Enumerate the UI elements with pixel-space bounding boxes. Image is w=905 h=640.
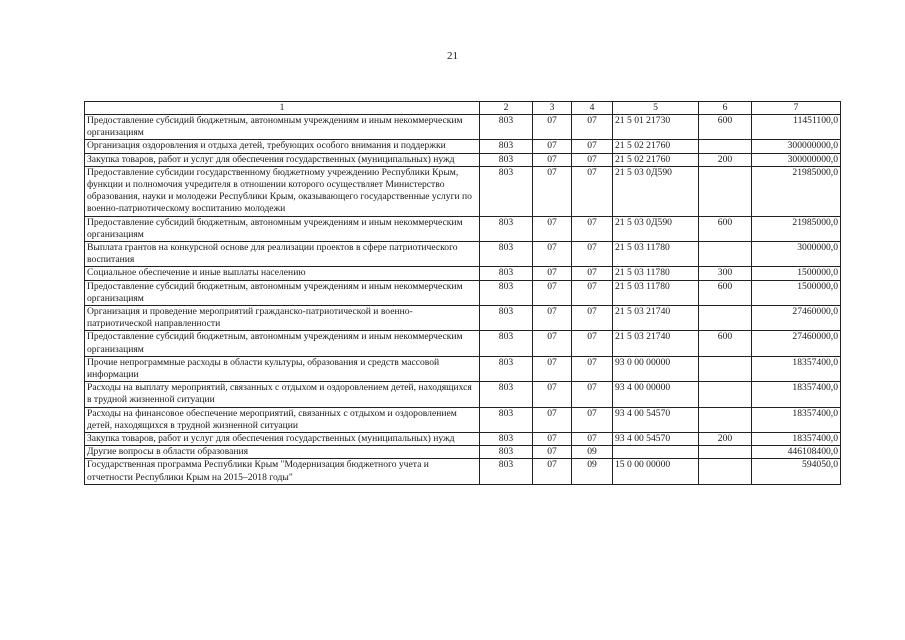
target-article-code: 21 5 03 0Д590	[613, 216, 699, 241]
column-header-5: 5	[613, 102, 699, 115]
amount: 11451100,0	[752, 115, 841, 140]
ministry-code: 803	[480, 306, 533, 331]
expense-type-code: 200	[699, 153, 752, 166]
table-header-row	[85, 102, 841, 115]
column-header-3: 3	[533, 102, 572, 115]
ministry-code: 803	[480, 267, 533, 280]
amount: 18357400,0	[752, 407, 841, 432]
target-article-code: 15 0 00 00000	[613, 459, 699, 484]
amount: 300000000,0	[752, 153, 841, 166]
subsection-code: 07	[572, 433, 613, 446]
table-row	[85, 459, 841, 484]
target-article-code: 21 5 02 21760	[613, 153, 699, 166]
table-row	[85, 280, 841, 305]
target-article-code: 93 4 00 00000	[613, 382, 699, 407]
amount: 446108400,0	[752, 446, 841, 459]
expense-type-code	[699, 166, 752, 216]
page-number: 21	[447, 50, 458, 62]
expense-name: Государственная программа Республики Крым "Модернизация бюджетного учета и отчетности Республики Крым на 2015–2018 годы"	[85, 459, 480, 484]
table-body	[85, 115, 841, 485]
amount: 18357400,0	[752, 356, 841, 381]
subsection-code: 07	[572, 267, 613, 280]
ministry-code: 803	[480, 280, 533, 305]
expense-name: Другие вопросы в области образования	[85, 446, 480, 459]
column-header-1: 1	[85, 102, 480, 115]
ministry-code: 803	[480, 356, 533, 381]
expense-type-code	[699, 446, 752, 459]
section-code: 07	[533, 242, 572, 267]
expense-name: Организация и проведение мероприятий гражданско-патриотической и военно-патриотической направленности	[85, 306, 480, 331]
amount: 21985000,0	[752, 216, 841, 241]
section-code: 07	[533, 267, 572, 280]
expense-type-code	[699, 459, 752, 484]
expense-type-code: 600	[699, 280, 752, 305]
amount: 18357400,0	[752, 382, 841, 407]
section-code: 07	[533, 356, 572, 381]
target-article-code: 21 5 03 11780	[613, 280, 699, 305]
column-header-2: 2	[480, 102, 533, 115]
column-header-7: 7	[752, 102, 841, 115]
table-row	[85, 433, 841, 446]
section-code: 07	[533, 331, 572, 356]
expense-type-code: 600	[699, 115, 752, 140]
table-row	[85, 166, 841, 216]
table-row	[85, 115, 841, 140]
column-header-4: 4	[572, 102, 613, 115]
table-row	[85, 140, 841, 153]
subsection-code: 07	[572, 407, 613, 432]
ministry-code: 803	[480, 331, 533, 356]
amount: 18357400,0	[752, 433, 841, 446]
table-row	[85, 331, 841, 356]
subsection-code: 07	[572, 153, 613, 166]
target-article-code: 21 5 02 21760	[613, 140, 699, 153]
ministry-code: 803	[480, 446, 533, 459]
ministry-code: 803	[480, 433, 533, 446]
section-code: 07	[533, 153, 572, 166]
subsection-code: 07	[572, 306, 613, 331]
table-row	[85, 306, 841, 331]
amount: 300000000,0	[752, 140, 841, 153]
section-code: 07	[533, 115, 572, 140]
target-article-code: 21 5 03 0Д590	[613, 166, 699, 216]
ministry-code: 803	[480, 216, 533, 241]
section-code: 07	[533, 459, 572, 484]
subsection-code: 09	[572, 459, 613, 484]
section-code: 07	[533, 433, 572, 446]
amount: 27460000,0	[752, 331, 841, 356]
subsection-code: 07	[572, 166, 613, 216]
ministry-code: 803	[480, 459, 533, 484]
expense-type-code	[699, 382, 752, 407]
subsection-code: 07	[572, 242, 613, 267]
ministry-code: 803	[480, 140, 533, 153]
target-article-code: 21 5 03 11780	[613, 242, 699, 267]
table-row	[85, 407, 841, 432]
subsection-code: 07	[572, 382, 613, 407]
expense-name: Закупка товаров, работ и услуг для обеспечения государственных (муниципальных) нужд	[85, 433, 480, 446]
expense-name: Расходы на финансовое обеспечение мероприятий, связанных с отдыхом и оздоровлением детей, находящихся в трудной жизненной ситуации	[85, 407, 480, 432]
target-article-code: 21 5 03 21740	[613, 331, 699, 356]
target-article-code: 93 0 00 00000	[613, 356, 699, 381]
section-code: 07	[533, 216, 572, 241]
expense-type-code	[699, 140, 752, 153]
subsection-code: 07	[572, 280, 613, 305]
amount: 1500000,0	[752, 280, 841, 305]
expense-name: Закупка товаров, работ и услуг для обеспечения государственных (муниципальных) нужд	[85, 153, 480, 166]
target-article-code: 21 5 03 21740	[613, 306, 699, 331]
subsection-code: 07	[572, 115, 613, 140]
subsection-code: 07	[572, 216, 613, 241]
section-code: 07	[533, 382, 572, 407]
column-header-6: 6	[699, 102, 752, 115]
expense-type-code	[699, 306, 752, 331]
budget-table	[84, 101, 841, 485]
expense-name: Выплата грантов на конкурсной основе для реализации проектов в сфере патриотического воспитания	[85, 242, 480, 267]
amount: 27460000,0	[752, 306, 841, 331]
target-article-code: 21 5 03 11780	[613, 267, 699, 280]
section-code: 07	[533, 446, 572, 459]
subsection-code: 07	[572, 140, 613, 153]
table-row	[85, 267, 841, 280]
expense-type-code: 600	[699, 331, 752, 356]
target-article-code: 21 5 01 21730	[613, 115, 699, 140]
table-row	[85, 153, 841, 166]
expense-name: Организация оздоровления и отдыха детей, требующих особого внимания и поддержки	[85, 140, 480, 153]
expense-type-code: 300	[699, 267, 752, 280]
expense-type-code	[699, 407, 752, 432]
expense-name: Расходы на выплату мероприятий, связанных с отдыхом и оздоровлением детей, находящихся в трудной жизненной ситуации	[85, 382, 480, 407]
target-article-code: 93 4 00 54570	[613, 407, 699, 432]
amount: 21985000,0	[752, 166, 841, 216]
expense-type-code	[699, 242, 752, 267]
subsection-code: 07	[572, 356, 613, 381]
expense-type-code: 600	[699, 216, 752, 241]
amount: 3000000,0	[752, 242, 841, 267]
expense-name: Социальное обеспечение и иные выплаты населению	[85, 267, 480, 280]
ministry-code: 803	[480, 166, 533, 216]
table-row	[85, 382, 841, 407]
table-row	[85, 242, 841, 267]
section-code: 07	[533, 280, 572, 305]
amount: 1500000,0	[752, 267, 841, 280]
expense-type-code: 200	[699, 433, 752, 446]
subsection-code: 07	[572, 331, 613, 356]
section-code: 07	[533, 166, 572, 216]
ministry-code: 803	[480, 115, 533, 140]
section-code: 07	[533, 407, 572, 432]
expense-name: Предоставление субсидий бюджетным, автономным учреждениям и иным некоммерческим организациям	[85, 280, 480, 305]
expense-name: Предоставление субсидий бюджетным, автономным учреждениям и иным некоммерческим организациям	[85, 115, 480, 140]
ministry-code: 803	[480, 153, 533, 166]
table-row	[85, 446, 841, 459]
ministry-code: 803	[480, 382, 533, 407]
ministry-code: 803	[480, 407, 533, 432]
section-code: 07	[533, 306, 572, 331]
expense-name: Предоставление субсидий бюджетным, автономным учреждениям и иным некоммерческим организациям	[85, 331, 480, 356]
expense-name: Прочие непрограммные расходы в области культуры, образования и средств массовой информации	[85, 356, 480, 381]
ministry-code: 803	[480, 242, 533, 267]
table-row	[85, 356, 841, 381]
target-article-code: 93 4 00 54570	[613, 433, 699, 446]
expense-name: Предоставление субсидий бюджетным, автономным учреждениям и иным некоммерческим организациям	[85, 216, 480, 241]
section-code: 07	[533, 140, 572, 153]
expense-name: Предоставление субсидии государственному бюджетному учреждению Республики Крым, функции и полномочия учредителя в отношении которого осуществляет Министерство образования, науки и молодежи Республики Крым, оказывающего государственные услуги по военно-патриотическому воспитанию молодежи	[85, 166, 480, 216]
amount: 594050,0	[752, 459, 841, 484]
table-row	[85, 216, 841, 241]
target-article-code	[613, 446, 699, 459]
subsection-code: 09	[572, 446, 613, 459]
expense-type-code	[699, 356, 752, 381]
